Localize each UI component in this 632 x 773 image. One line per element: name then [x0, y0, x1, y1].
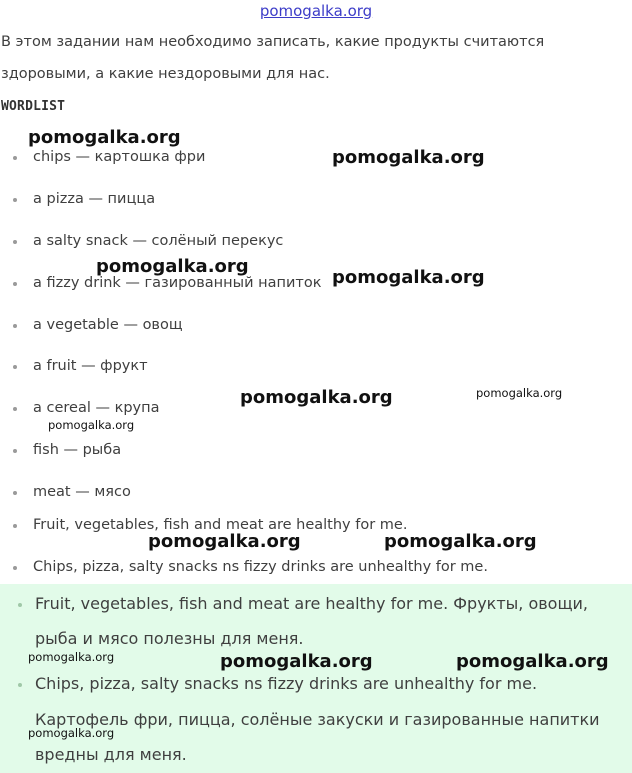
answer-1-line-1: Fruit, vegetables, fish and meat are healthy for me. Фрукты, овощи, [35, 594, 589, 613]
list-item-text: chips — картошка фри [33, 149, 206, 165]
bullet-icon [18, 603, 22, 607]
watermark: pomogalka.org [96, 256, 249, 277]
answer-1-line-2: рыба и мясо полезны для меня. [35, 629, 304, 648]
list-item-text: a pizza — пицца [33, 191, 156, 207]
watermark: pomogalka.org [384, 531, 537, 552]
bullet-icon [13, 524, 17, 528]
list-item-text: Fruit, vegetables, fish and meat are healthy for me. [33, 517, 408, 533]
bullet-icon [13, 240, 17, 244]
list-item-text: Chips, pizza, salty snacks ns fizzy drinks are unhealthy for me. [33, 559, 488, 575]
watermark: pomogalka.org [28, 127, 181, 148]
intro-line-2: здоровыми, а какие нездоровыми для нас. [1, 66, 330, 82]
intro-line-1: В этом задании нам необходимо записать, какие продукты считаются [1, 34, 545, 50]
answer-2-line-3: вредны для меня. [35, 745, 187, 764]
list-item-text: a salty snack — солёный перекус [33, 233, 284, 249]
list-item-text: a fizzy drink — газированный напиток [33, 275, 322, 291]
watermark: pomogalka.org [220, 651, 373, 672]
top-watermark-link[interactable]: pomogalka.org [259, 2, 373, 20]
watermark: pomogalka.org [148, 531, 301, 552]
watermark: pomogalka.org [332, 267, 485, 288]
bullet-icon [13, 566, 17, 570]
answer-2-line-1: Chips, pizza, salty snacks ns fizzy drinks are unhealthy for me. [35, 674, 538, 693]
bullet-icon [13, 282, 17, 286]
bullet-icon [13, 324, 17, 328]
bullet-icon [13, 156, 17, 160]
wordlist-heading: WORDLIST [1, 99, 66, 114]
bullet-icon [13, 449, 17, 453]
list-item-text: a cereal — крупа [33, 400, 160, 416]
list-item-text: a vegetable — овощ [33, 317, 183, 333]
watermark: pomogalka.org [240, 387, 393, 408]
bullet-icon [13, 407, 17, 411]
watermark: pomogalka.org [476, 386, 563, 400]
list-item-text: a fruit — фрукт [33, 358, 148, 374]
watermark: pomogalka.org [48, 418, 135, 432]
watermark: pomogalka.org [28, 726, 115, 740]
list-item-text: meat — мясо [33, 484, 131, 500]
watermark: pomogalka.org [332, 147, 485, 168]
bullet-icon [18, 683, 22, 687]
answer-2-line-2: Картофель фри, пицца, солёные закуски и газированные напитки [35, 710, 600, 729]
list-item-text: fish — рыба [33, 442, 122, 458]
bullet-icon [13, 198, 17, 202]
watermark: pomogalka.org [456, 651, 609, 672]
answer-block [0, 584, 632, 773]
bullet-icon [13, 491, 17, 495]
watermark: pomogalka.org [28, 650, 115, 664]
bullet-icon [13, 365, 17, 369]
